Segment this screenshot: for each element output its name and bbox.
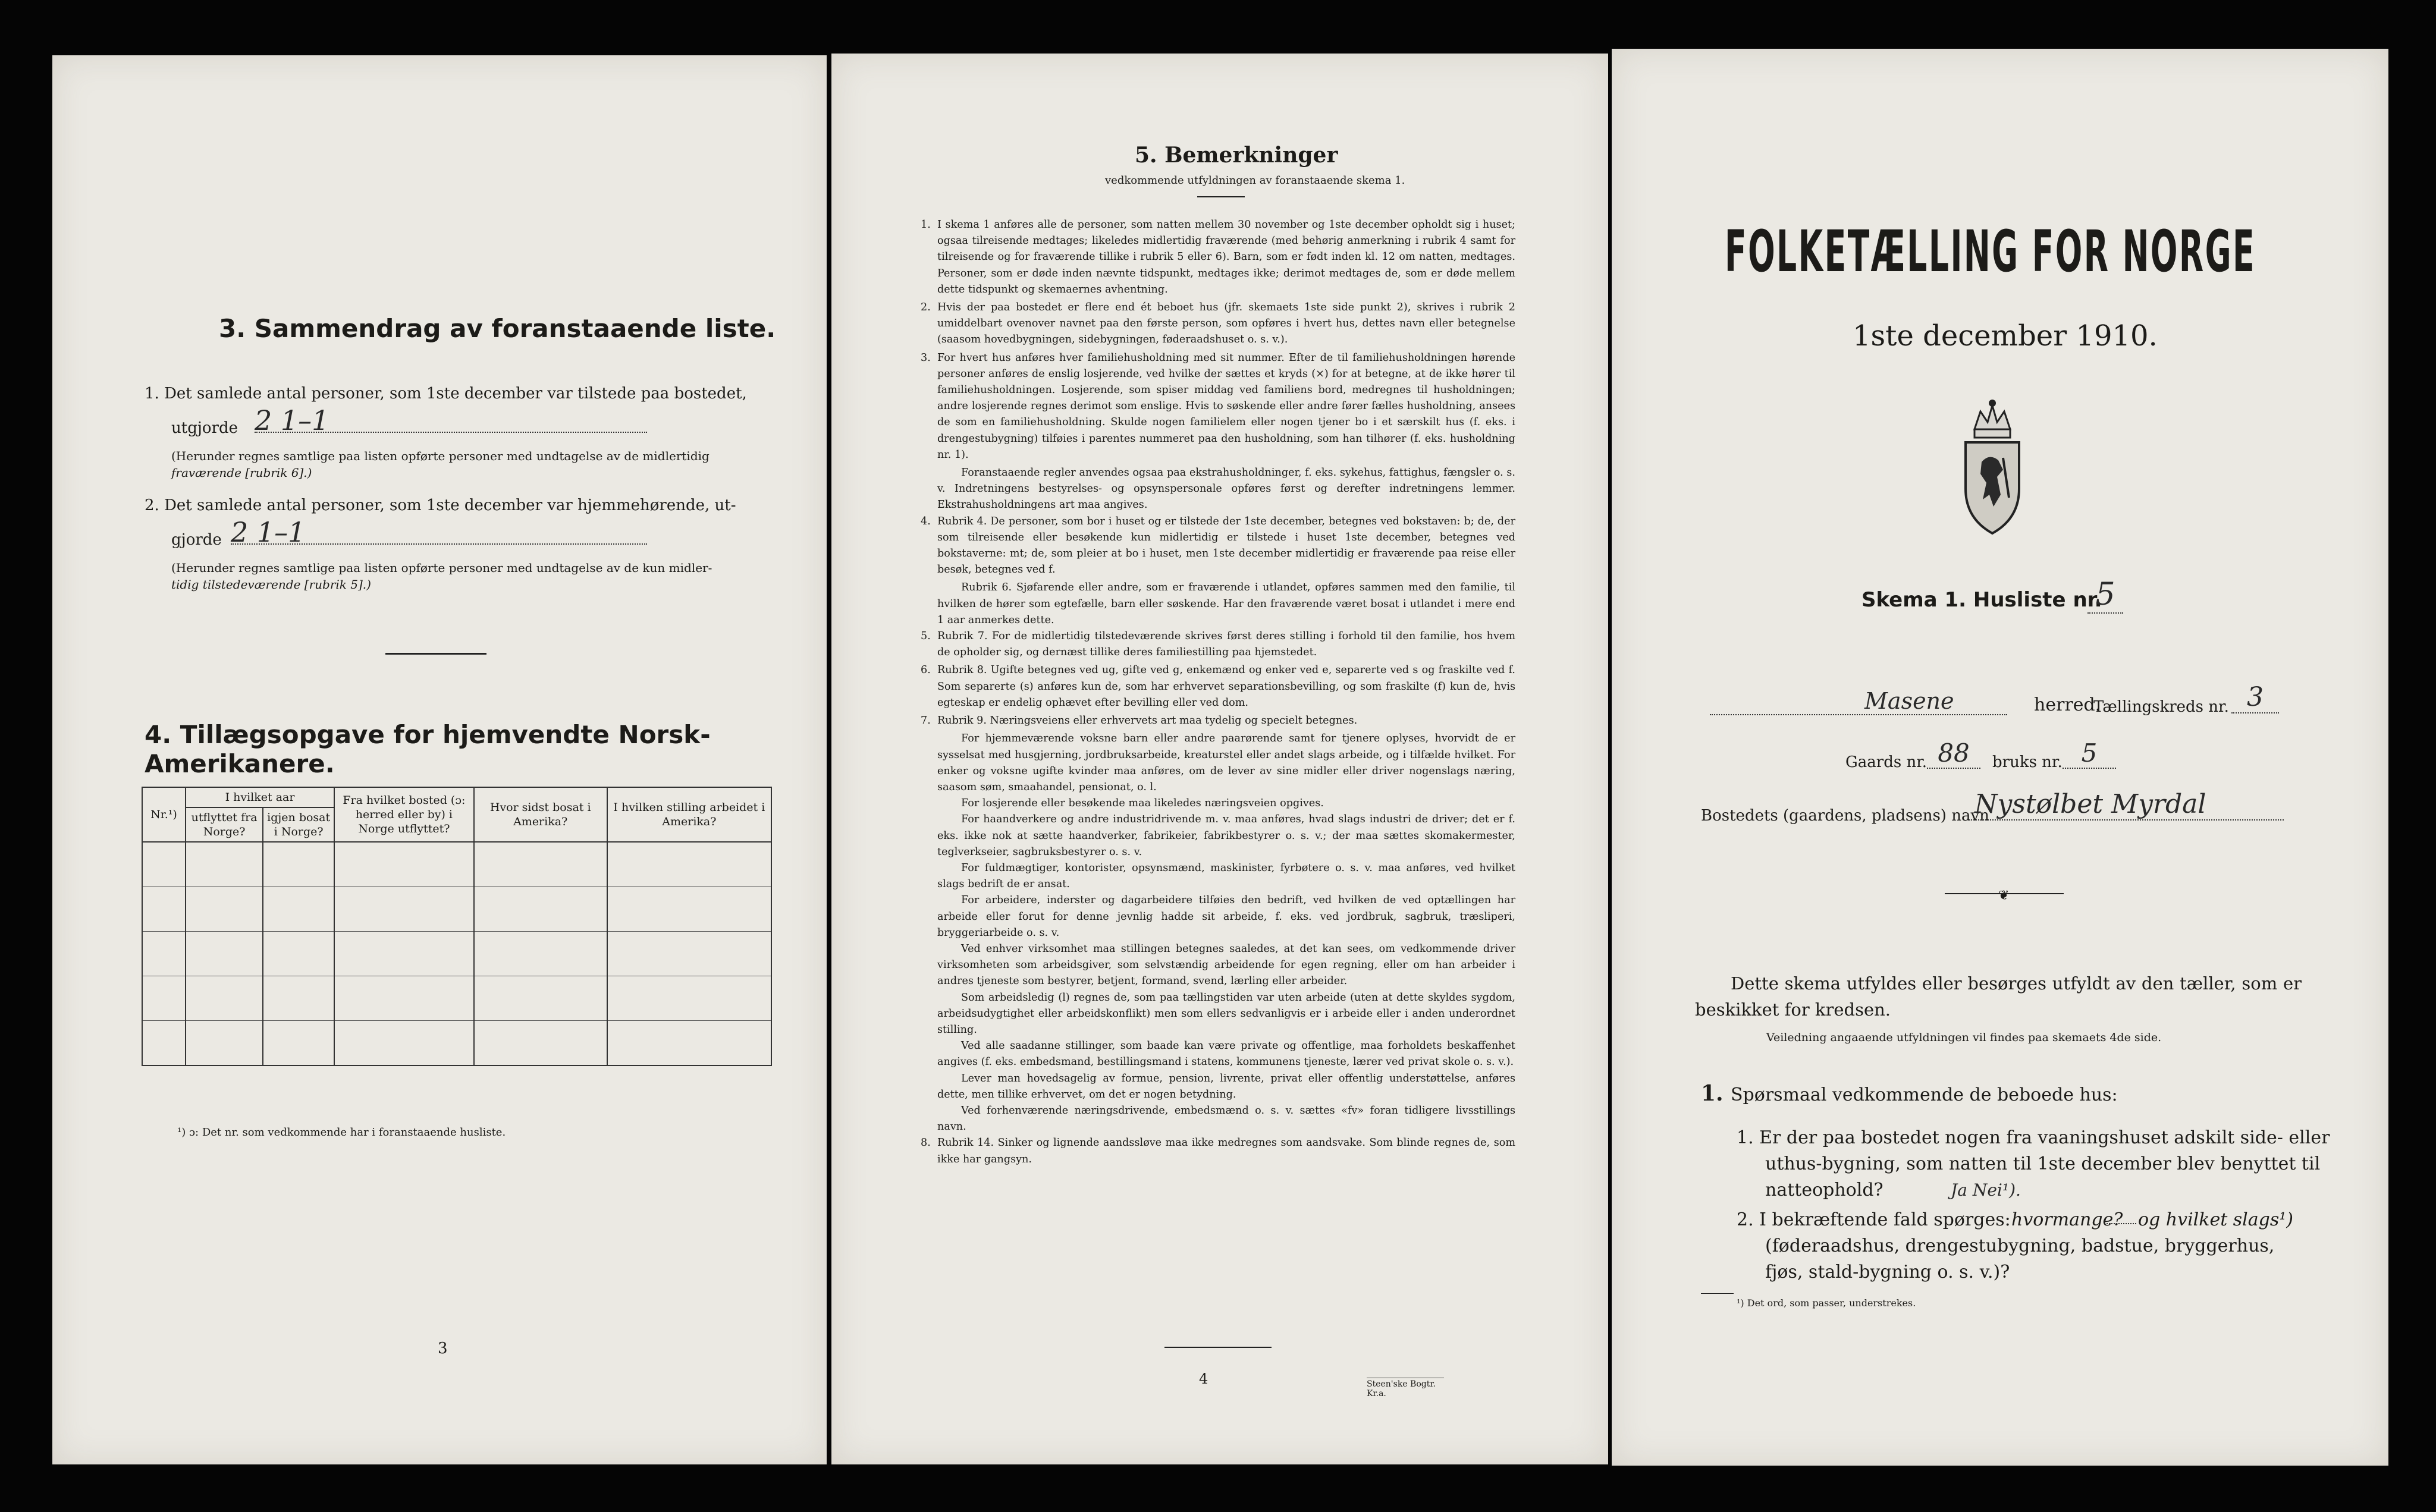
remarks-title: 5. Bemerkninger	[1135, 143, 1338, 168]
remark-text: Ved alle saadanne stillinger, som baade kan være private og offentlige, maa forholdets beskaffenhet angives (f. eks. embedsmand, bestillingsmand i statens, kommunens tjeneste, lærer ved privat skole o. s. v.).	[937, 1040, 1515, 1068]
table-row	[142, 976, 771, 1021]
bosted-label: Bostedets (gaardens, pladsens) navn	[1701, 807, 1989, 825]
norway-coat-of-arms-icon	[1957, 394, 2028, 536]
remark-number: 2.	[921, 301, 931, 314]
schema-label: Skema 1. Husliste nr.	[1861, 588, 2102, 612]
remark-item	[921, 300, 1515, 348]
remarks-subtitle: vedkommende utfyldningen av foranstaaende skema 1.	[1105, 174, 1405, 187]
question-2-intro: 2. I bekræftende fald spørges:	[1737, 1209, 2011, 1230]
remark-text: Lever man hovedsagelig av formue, pension, livrente, privat eller offentlig understøttelse, anføres dette, men tillike erhvervet, om det er nogen betydning.	[937, 1072, 1515, 1101]
remark-item	[921, 514, 1515, 579]
section3-item1-label: utgjorde	[171, 419, 238, 437]
census-date: 1ste december 1910.	[1853, 319, 2158, 353]
remark-text: For hjemmeværende voksne barn eller andre paarørende samt for tjenere oplyses, hvorvidt de er sysselsat med husgjerning, jordbruksarbeide, kreaturstel eller andet slags arbeide, og i tilfælde hvilket. For enker og voksne ugifte kvinder maa anføres, om de lever av sine midler eller driver nogenslags næring, saasom søm, smaahandel, pensionat, o. l.	[937, 733, 1515, 793]
remark-item	[921, 217, 1515, 298]
section4-footnote: ¹) ɔ: Det nr. som vedkommende har i foranstaaende husliste.	[177, 1126, 506, 1139]
footnote: ¹) Det ord, som passer, understrekes.	[1737, 1297, 1916, 1309]
remark-number: 5.	[921, 630, 931, 643]
remark-number: 1.	[921, 219, 931, 231]
remark-number: 3.	[921, 351, 931, 364]
instruction-2: Veiledning angaaende utfyldningen vil findes paa skemaets 4de side.	[1766, 1031, 2162, 1044]
col-fra: Fra hvilket bosted (ɔ: herred eller by) i Norge utflyttet?	[334, 787, 474, 842]
instruction-1: Dette skema utfyldes eller besørges utfyldt av den tæller, som er beskikket for kredsen.	[1695, 973, 2302, 1020]
col-group-year: I hvilket aar	[186, 787, 334, 807]
census-title: FOLKETÆLLING FOR NORGE	[1725, 218, 2256, 285]
remark-text: I skema 1 anføres alle de personer, som natten mellem 30 november og 1ste december opholdt sig i huset; ogsaa tilreisende medtages; likeledes midlertidig fraværende (med behørig anmerkning i rubrik 4 samt for tilreisende og for fraværende tillike i rubrik 5 eller 6). Barn, som er født inden kl. 12 om natten, medtages. Personer, som er døde inden nævnte tidspunkt, medtages ikke; derimot medtages de, som er døde mellem dette tidspunkt og skemaernes avhentning.	[937, 219, 1515, 296]
gaards-value: 88	[1927, 738, 1980, 769]
section3-item2-label: gjorde	[171, 531, 222, 549]
remark-item	[921, 892, 1515, 941]
remarks-list	[921, 217, 1515, 1170]
remark-text: For hvert hus anføres hver familiehusholdning med sit nummer. Efter de til familiehusholdningen hørende personer anføres de enslig losjerende, ved hvilke der sættes et kryds (×) for at betegne, at de ikke hører til familiehusholdningen. Losjerende, som spiser middag ved familiens bord, medregnes til husholdningen; andre losjerende regnes derimot som enslige. Hvis to søskende eller andre fører fælles husholdning, ansees de som en familiehusholdning. Skulde nogen familielem eller nogen tjener bo i et særskilt hus (f. eks. i drengestubygning) tilføies i parentes nummeret paa den husholdning, som han tilhører (f. eks. husholdning nr. 1).	[937, 351, 1515, 461]
page-4	[831, 54, 1608, 1464]
remark-item	[921, 628, 1515, 661]
questions-number: 1.	[1701, 1081, 1724, 1106]
remark-item	[921, 796, 1515, 812]
remark-text: Rubrik 14. Sinker og lignende aandssløve maa ikke medregnes som aandsvake. Som blinde regnes de, som ikke har gangsyn.	[937, 1137, 1515, 1165]
remark-text: Ved forhenværende næringsdrivende, embedsmænd o. s. v. sættes «fv» foran tidligere livsstillings navn.	[937, 1104, 1515, 1133]
section3-item1-note1: (Herunder regnes samtlige paa listen opførte personer med undtagelse av de midlertidig	[171, 449, 710, 463]
remark-number: 7.	[921, 715, 931, 727]
col-utflyttet: utflyttet fra Norge?	[186, 807, 263, 842]
divider	[1164, 1347, 1272, 1348]
section3-title: 3. Sammendrag av foranstaaende liste.	[219, 314, 776, 343]
herred-value: Masene	[1710, 688, 2007, 715]
page-number: 3	[438, 1340, 448, 1357]
herred-label: herred.	[2034, 694, 2101, 715]
remark-item	[921, 941, 1515, 990]
section3-item2-note2: tidig tilstedeværende [rubrik 5].)	[171, 577, 371, 592]
bruks-value: 5	[2063, 738, 2116, 769]
remark-text: Ved enhver virksomhet maa stillingen betegnes saaledes, at det kan sees, om vedkommende driver virksomheten som arbeidsgiver, som selvstændig arbeidende for egen regning, eller om han arbeider i andres tjeneste som bestyrer, betjent, formand, svend, lærling eller arbeider.	[937, 942, 1515, 988]
question-2-hvormange: hvormange?	[2011, 1209, 2123, 1230]
remark-text: Hvis der paa bostedet er flere end ét beboet hus (jfr. skemaets 1ste side punkt 2), skrives i rubrik 2 umiddelbart ovenover navnet paa den første person, som opføres i hvert hus, dettes navn eller betegnelse (saasom hovedbygningen, sidebygningen, føderaadshuset o. s. v.).	[937, 301, 1515, 346]
col-stilling: I hvilken stilling arbeidet i Amerika?	[607, 787, 771, 842]
remark-text: Som arbeidsledig (l) regnes de, som paa tællingstiden var uten arbeide (uten at dette skyldes sygdom, arbeidsudygtighet eller arbeidskonflikt) men som ellers sedvanligvis er i arbeide eller i anden underordnet stilling.	[937, 991, 1515, 1036]
norsk-amerikanere-table	[142, 787, 772, 1066]
remark-item	[921, 350, 1515, 463]
section3-item1-value: 2 1–1	[255, 409, 647, 433]
question-1: 1. Er der paa bostedet nogen fra vaaningshuset adskilt side- eller uthus-bygning, som natten til 1ste december blev benyttet til natteophold?	[1737, 1127, 2330, 1200]
page-number: 4	[1199, 1370, 1208, 1387]
section3-item1-note2: fraværende [rubrik 6].)	[171, 466, 312, 480]
printer-mark: Steen'ske Bogtr. Kr.a.	[1367, 1378, 1444, 1398]
remark-item	[921, 731, 1515, 796]
dotted-line	[2107, 1223, 2136, 1224]
remark-text: Rubrik 4. De personer, som bor i huset og er tilstede der 1ste december, betegnes ved bokstaven: b; de, der som tilreisende eller besøkende kun midlertidig er tilstede i huset 1ste december, betegnes ved bokstaverne: mt; de, som pleier at bo i huset, men 1ste december midlertidig er fraværende paa reise eller besøk, betegnes ved f.	[937, 515, 1515, 576]
remark-text: Foranstaaende regler anvendes ogsaa paa ekstrahusholdninger, f. eks. sykehus, fattighus, fængsler o. s. v. Indretningens bestyrelses- og opsynspersonale opføres først og derefter indretningens lemmer. Ekstrahusholdningens art maa angives.	[937, 467, 1515, 511]
bosted-value: Nystølbet Myrdal	[1969, 789, 2284, 821]
ornament-icon: ❦	[1998, 888, 2010, 903]
questions-heading: Spørsmaal vedkommende de beboede hus:	[1731, 1085, 2118, 1105]
section3-item1-text: 1. Det samlede antal personer, som 1ste december var tilstede paa bostedet,	[145, 385, 747, 403]
remark-item	[921, 1135, 1515, 1167]
question-2-slags: og hvilket slags¹)	[2138, 1209, 2293, 1230]
gaards-label: Gaards nr.	[1845, 753, 1928, 771]
remark-text: Rubrik 9. Næringsveiens eller erhvervets art maa tydelig og specielt betegnes.	[937, 715, 1358, 727]
remark-item	[921, 465, 1515, 514]
divider	[385, 653, 486, 655]
remark-item	[921, 1071, 1515, 1103]
table-row	[142, 887, 771, 932]
remark-item	[921, 580, 1515, 628]
table-row	[142, 842, 771, 887]
remark-text: For fuldmægtiger, kontorister, opsynsmænd, maskinister, fyrbøtere o. s. v. maa anføres, ved hvilket slags bedrift de er ansat.	[937, 862, 1515, 891]
remark-item	[921, 990, 1515, 1039]
remark-item	[921, 662, 1515, 711]
remark-text: Rubrik 7. For de midlertidig tilstedeværende skrives først deres stilling i forhold til den familie, hos hvem de opholder sig, og dernæst tillike deres familiestilling paa hjemstedet.	[937, 630, 1515, 659]
remark-item	[921, 1103, 1515, 1135]
divider	[1701, 1293, 1734, 1294]
col-nr: Nr.¹)	[142, 787, 186, 842]
remark-number: 4.	[921, 515, 931, 527]
front-page	[1612, 49, 2388, 1466]
remark-item	[921, 860, 1515, 892]
remark-text: Rubrik 6. Sjøfarende eller andre, som er fraværende i utlandet, opføres sammen med den familie, til hvilken de hører som egtefælle, barn eller søskende. Har den fraværende været bosat i utlandet i mere end 1 aar anmerkes dette.	[937, 581, 1515, 626]
col-hvor: Hvor sidst bosat i Amerika?	[474, 787, 607, 842]
question-2-details: (føderaadshus, drengestubygning, badstue, bryggerhus, fjøs, stald-bygning o. s. v.)?	[1765, 1236, 2275, 1282]
remark-text: For arbeidere, inderster og dagarbeidere tilføies den bedrift, ved hvilken de ved optællingen har arbeide eller forut for denne jevnlig hadde sit arbeide, f. eks. ved jordbruk, sagbruk, træsliperi, bryggeriarbeide o. s. v.	[937, 894, 1515, 939]
remark-text: For haandverkere og andre industridrivende m. v. maa anføres, hvad slags industri de driver; det er f. eks. ikke nok at sætte haandverker, fabrikeier, fabrikbestyrer o. s. v.; der maa sættes skomakermester, teglverkseier, sagbruksbestyrer o. s. v.	[937, 813, 1515, 858]
remark-number: 8.	[921, 1137, 931, 1149]
remark-item	[921, 713, 1515, 729]
remark-text: For losjerende eller besøkende maa likeledes næringsveien opgives.	[961, 797, 1324, 810]
section4-title: 4. Tillægsopgave for hjemvendte Norsk-Amerikanere.	[145, 720, 711, 778]
krets-value: 3	[2231, 682, 2279, 713]
page-3	[52, 55, 827, 1464]
krets-label: Tællingskreds nr.	[2093, 698, 2229, 716]
table-row	[142, 932, 771, 976]
col-igjen: igjen bosat i Norge?	[263, 807, 334, 842]
section3-item2-value: 2 1–1	[231, 521, 647, 545]
remark-text: Rubrik 8. Ugifte betegnes ved ug, gifte ved g, enkemænd og enker ved e, separerte ved s og fraskilte ved f. Som separerte (s) anføres kun de, som har erhvervet separationsbevilling, og som fraskilte (f) kun de, hvis egteskap er endelig ophævet efter bevilling eller ved dom.	[937, 664, 1515, 709]
section3-item2-note1: (Herunder regnes samtlige paa listen opførte personer med undtagelse av de kun midler-	[171, 561, 712, 575]
section3-item2-text: 2. Det samlede antal personer, som 1ste december var hjemmehørende, ut-	[145, 496, 736, 514]
bruks-label: bruks nr.	[1992, 753, 2063, 771]
remark-item	[921, 1038, 1515, 1070]
table-row	[142, 1021, 771, 1066]
remark-item	[921, 812, 1515, 860]
husliste-number: 5	[2087, 577, 2123, 614]
remark-number: 6.	[921, 664, 931, 677]
divider	[1197, 196, 1245, 197]
question-1-answer: Ja Nei¹).	[1951, 1180, 2021, 1200]
